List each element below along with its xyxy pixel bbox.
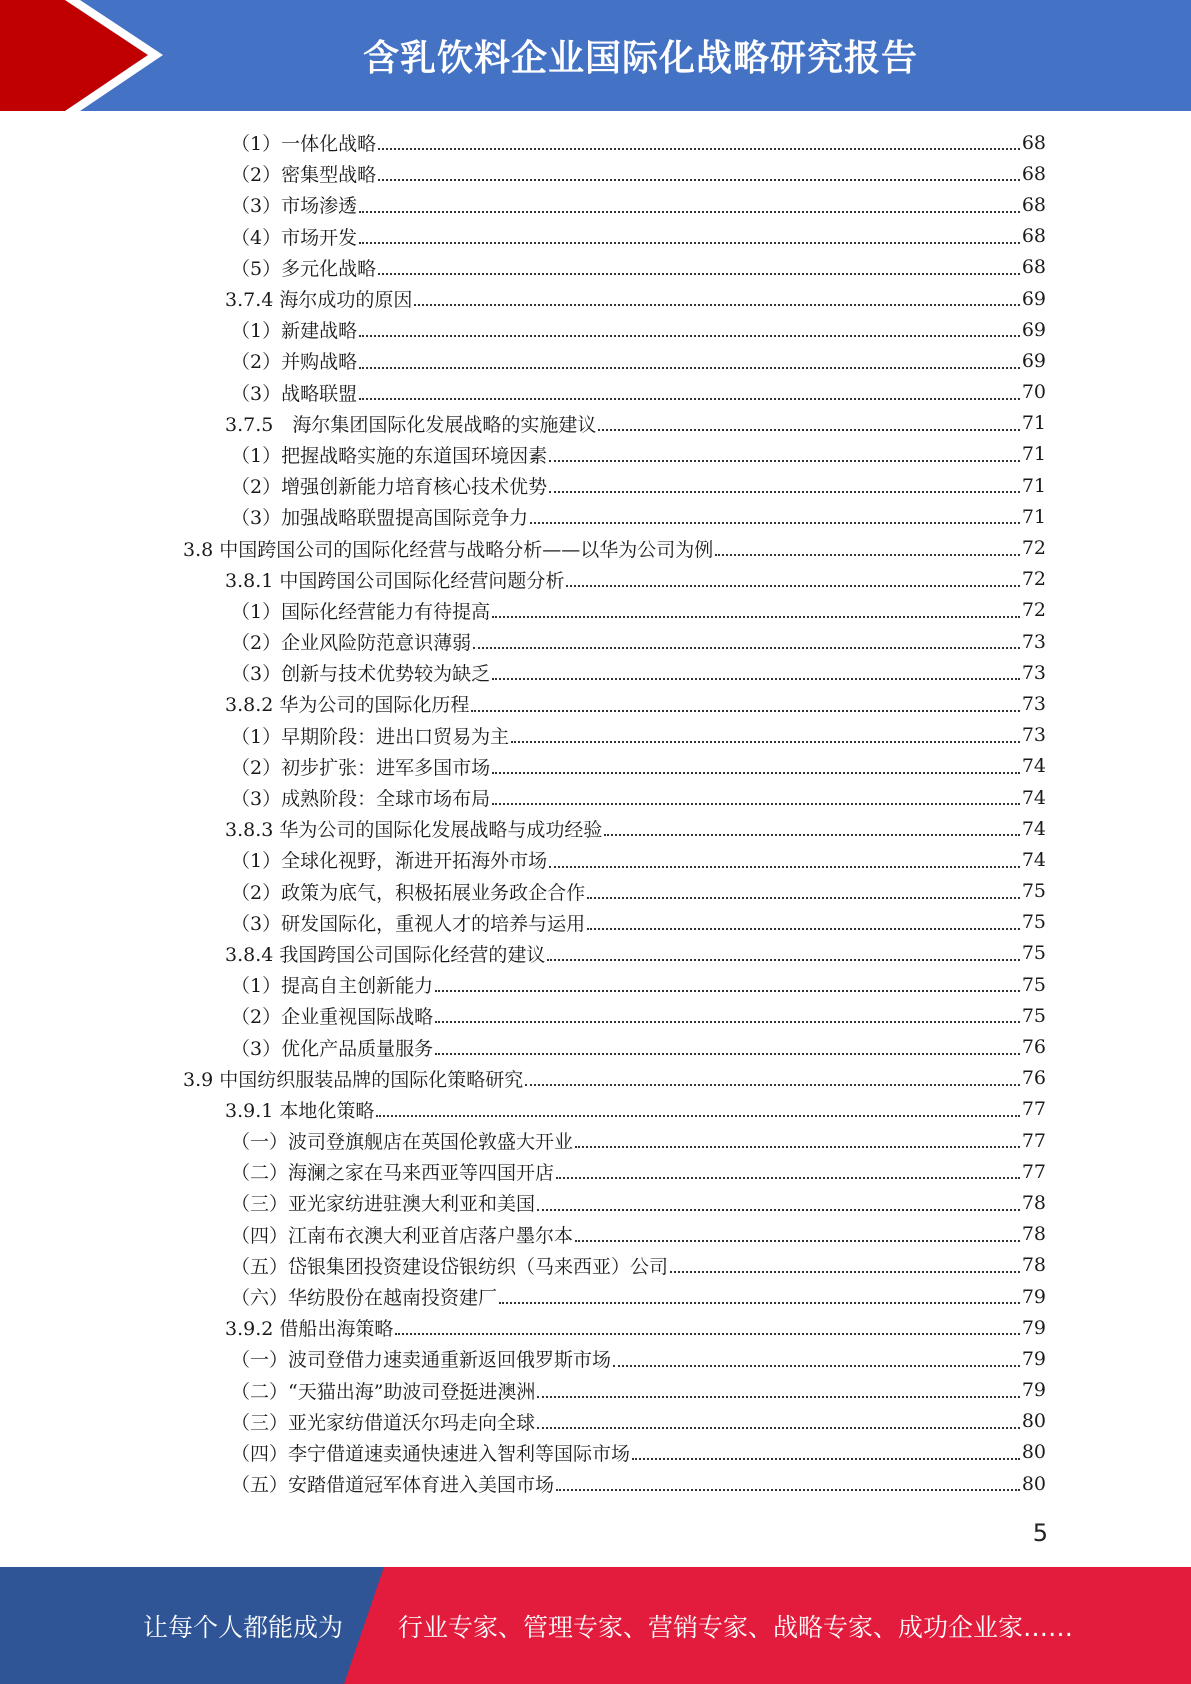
toc-dot-leader [414, 303, 1019, 306]
toc-dot-leader [473, 646, 1020, 649]
toc-dot-leader [613, 1364, 1020, 1367]
toc-dot-leader [511, 740, 1020, 743]
toc-dot-leader [537, 1395, 1019, 1398]
toc-entry-page: 80 [1021, 1441, 1046, 1464]
toc-entry-page: 72 [1021, 537, 1046, 560]
page-number: 5 [1032, 1519, 1048, 1547]
toc-entry-page: 68 [1021, 193, 1046, 216]
toc-entry-page: 79 [1021, 1347, 1046, 1370]
toc-entry-label: 3.7.4 海尔成功的原因 [225, 289, 413, 312]
toc-entry-page: 73 [1021, 630, 1046, 653]
toc-entry[interactable] [0, 439, 1191, 470]
toc-dot-leader [395, 1332, 1019, 1335]
toc-entry-page: 79 [1021, 1316, 1046, 1339]
toc-entry-page: 72 [1021, 568, 1046, 591]
toc-dot-leader [435, 1020, 1020, 1023]
toc-entry[interactable] [0, 813, 1191, 844]
toc-entry-page: 72 [1021, 599, 1046, 622]
toc-dot-leader [435, 1052, 1020, 1055]
toc-entry[interactable] [0, 1000, 1191, 1031]
toc-entry-page: 77 [1021, 1098, 1046, 1121]
page-footer [0, 1567, 1191, 1684]
toc-entry[interactable] [0, 782, 1191, 813]
toc-entry-label: （3）优化产品质量服务 [231, 1037, 434, 1060]
toc-entry-label: （2）企业重视国际战略 [231, 1006, 434, 1029]
toc-entry-label: （3）成熟阶段：全球市场布局 [231, 788, 491, 811]
toc-entry-page: 78 [1021, 1254, 1046, 1277]
toc-dot-leader [604, 833, 1019, 836]
toc-entry-label: 3.8.4 我国跨国公司国际化经营的建议 [225, 943, 546, 966]
toc-dot-leader [587, 927, 1020, 930]
toc-dot-leader [556, 1176, 1020, 1179]
toc-entry-page: 73 [1021, 724, 1046, 747]
toc-entry[interactable] [0, 501, 1191, 532]
toc-entry[interactable] [0, 1406, 1191, 1437]
toc-entry-page: 69 [1021, 287, 1046, 310]
toc-entry-label: 3.9.1 本地化策略 [225, 1099, 375, 1122]
toc-entry[interactable] [0, 1250, 1191, 1281]
toc-entry-label: （一）波司登旗舰店在英国伦敦盛大开业 [231, 1131, 574, 1154]
toc-entry-label: （1）一体化战略 [231, 133, 377, 156]
toc-dot-leader [359, 334, 1020, 337]
toc-dot-leader [359, 366, 1020, 369]
toc-entry-page: 73 [1021, 692, 1046, 715]
footer-slogan-left: 让每个人都能成为 [143, 1612, 344, 1642]
toc-entry-page: 80 [1021, 1472, 1046, 1495]
toc-entry[interactable] [0, 720, 1191, 751]
toc-dot-leader [378, 178, 1020, 181]
toc-dot-leader [499, 1301, 1020, 1304]
toc-entry-page: 70 [1021, 381, 1046, 404]
toc-dot-leader [376, 1114, 1019, 1117]
toc-entry[interactable] [0, 283, 1191, 314]
toc-entry-label: （1）把握战略实施的东道国环境因素 [231, 444, 548, 467]
toc-entry-page: 68 [1021, 131, 1046, 154]
toc-entry-label: （四）江南布衣澳大利亚首店落户墨尔本 [231, 1224, 574, 1247]
toc-entry-page: 68 [1021, 256, 1046, 279]
toc-entry-label: 3.9.2 借船出海策略 [225, 1318, 394, 1341]
toc-entry[interactable] [0, 1187, 1191, 1218]
toc-dot-leader [435, 989, 1020, 992]
toc-dot-leader [632, 1457, 1020, 1460]
toc-dot-leader [359, 397, 1020, 400]
toc-dot-leader [492, 615, 1020, 618]
toc-entry-page: 71 [1021, 443, 1046, 466]
toc-entry[interactable] [0, 595, 1191, 626]
toc-entry[interactable] [0, 657, 1191, 688]
toc-dot-leader [587, 896, 1020, 899]
toc-entry[interactable] [0, 688, 1191, 719]
toc-entry-label: 3.7.5 海尔集团国际化发展战略的实施建议 [225, 413, 597, 436]
toc-entry[interactable] [0, 377, 1191, 408]
toc-entry[interactable] [0, 252, 1191, 283]
toc-entry[interactable] [0, 408, 1191, 439]
table-of-contents [0, 127, 1191, 1499]
toc-dot-leader [359, 210, 1020, 213]
toc-entry[interactable] [0, 844, 1191, 875]
toc-entry[interactable] [0, 751, 1191, 782]
toc-dot-leader [556, 1488, 1020, 1491]
toc-entry-page: 79 [1021, 1379, 1046, 1402]
footer-slogan-right: 行业专家、管理专家、营销专家、战略专家、成功企业家…… [398, 1612, 1074, 1642]
toc-entry-label: （2）初步扩张：进军多国市场 [231, 756, 491, 779]
toc-entry[interactable] [0, 1312, 1191, 1343]
toc-entry[interactable] [0, 907, 1191, 938]
toc-entry-label: （3）研发国际化，重视人才的培养与运用 [231, 912, 586, 935]
toc-entry-page: 79 [1021, 1285, 1046, 1308]
toc-entry[interactable] [0, 127, 1191, 158]
toc-entry-label: （五）岱银集团投资建设岱银纺织（马来西亚）公司 [231, 1255, 669, 1278]
toc-entry-label: （1）国际化经营能力有待提高 [231, 600, 491, 623]
toc-dot-leader [492, 771, 1020, 774]
toc-entry[interactable] [0, 1156, 1191, 1187]
toc-entry[interactable] [0, 938, 1191, 969]
toc-entry-label: （3）战略联盟 [231, 382, 358, 405]
toc-entry-label: （3）加强战略联盟提高国际竞争力 [231, 507, 529, 530]
toc-entry-label: （2）并购战略 [231, 351, 358, 374]
toc-entry-label: （五）安踏借道冠军体育进入美国市场 [231, 1474, 555, 1497]
toc-entry[interactable] [0, 969, 1191, 1000]
toc-entry-label: （2）密集型战略 [231, 164, 377, 187]
toc-entry[interactable] [0, 470, 1191, 501]
toc-dot-leader [549, 459, 1020, 462]
toc-entry[interactable] [0, 876, 1191, 907]
toc-entry-page: 71 [1021, 412, 1046, 435]
toc-entry[interactable] [0, 1375, 1191, 1406]
toc-entry-page: 77 [1021, 1129, 1046, 1152]
toc-entry-page: 71 [1021, 505, 1046, 528]
toc-entry-label: （2）企业风险防范意识薄弱 [231, 632, 472, 655]
toc-entry-page: 76 [1021, 1067, 1046, 1090]
toc-entry-label: 3.8.3 华为公司的国际化发展战略与成功经验 [225, 819, 603, 842]
toc-entry-label: （4）市场开发 [231, 226, 358, 249]
toc-entry-label: （一）波司登借力速卖通重新返回俄罗斯市场 [231, 1349, 612, 1372]
toc-dot-leader [359, 241, 1020, 244]
toc-entry-page: 74 [1021, 817, 1046, 840]
toc-entry-label: （5）多元化战略 [231, 257, 377, 280]
toc-entry[interactable] [0, 1063, 1191, 1094]
toc-entry-label: （2）增强创新能力培育核心技术优势 [231, 476, 548, 499]
toc-entry-page: 74 [1021, 786, 1046, 809]
toc-dot-leader [547, 958, 1019, 961]
toc-entry-label: 3.9 中国纺织服装品牌的国际化策略研究 [183, 1068, 524, 1091]
toc-entry-page: 75 [1021, 1004, 1046, 1027]
toc-entry-label: 3.8.2 华为公司的国际化历程 [225, 694, 470, 717]
toc-entry-page: 78 [1021, 1191, 1046, 1214]
toc-entry-label: （三）亚光家纺借道沃尔玛走向全球 [231, 1411, 536, 1434]
toc-entry[interactable] [0, 345, 1191, 376]
toc-entry-page: 75 [1021, 911, 1046, 934]
toc-entry-page: 68 [1021, 225, 1046, 248]
toc-entry-label: （1）全球化视野，渐进开拓海外市场 [231, 850, 548, 873]
toc-entry-label: （二）“天猫出海”助波司登挺进澳洲 [231, 1380, 536, 1403]
toc-dot-leader [575, 1239, 1020, 1242]
toc-entry[interactable] [0, 1437, 1191, 1468]
toc-entry-page: 74 [1021, 755, 1046, 778]
toc-entry[interactable] [0, 1468, 1191, 1499]
toc-entry-label: 3.8 中国跨国公司的国际化经营与战略分析——以华为公司为例 [183, 538, 714, 561]
toc-entry-page: 75 [1021, 942, 1046, 965]
toc-entry-page: 75 [1021, 880, 1046, 903]
toc-dot-leader [549, 490, 1020, 493]
header-title: 含乳饮料企业国际化战略研究报告 [362, 38, 918, 79]
toc-dot-leader [575, 1145, 1020, 1148]
toc-entry-page: 69 [1021, 349, 1046, 372]
toc-entry-page: 76 [1021, 1036, 1046, 1059]
toc-entry-label: （三）亚光家纺进驻澳大利亚和美国 [231, 1193, 536, 1216]
toc-dot-leader [537, 1208, 1020, 1211]
toc-dot-leader [378, 147, 1020, 150]
toc-entry-label: （二）海澜之家在马来西亚等四国开店 [231, 1162, 555, 1185]
toc-dot-leader [537, 1426, 1020, 1429]
toc-entry-label: （3）创新与技术优势较为缺乏 [231, 663, 491, 686]
toc-entry-label: （1）新建战略 [231, 320, 358, 343]
toc-dot-leader [598, 428, 1019, 431]
toc-entry-label: （2）政策为底气，积极拓展业务政企合作 [231, 881, 586, 904]
toc-dot-leader [549, 865, 1020, 868]
toc-entry-label: 3.8.1 中国跨国公司国际化经营问题分析 [225, 569, 565, 592]
toc-entry-page: 75 [1021, 973, 1046, 996]
page-header [0, 0, 1191, 111]
toc-entry-page: 80 [1021, 1410, 1046, 1433]
toc-entry[interactable] [0, 1031, 1191, 1062]
toc-entry[interactable] [0, 1343, 1191, 1374]
toc-entry[interactable] [0, 221, 1191, 252]
toc-entry-page: 77 [1021, 1160, 1046, 1183]
toc-entry[interactable] [0, 314, 1191, 345]
toc-dot-leader [715, 553, 1020, 556]
toc-entry-page: 78 [1021, 1223, 1046, 1246]
toc-entry-label: （1）早期阶段：进出口贸易为主 [231, 725, 510, 748]
toc-entry[interactable] [0, 1281, 1191, 1312]
toc-dot-leader [492, 802, 1020, 805]
toc-entry-page: 73 [1021, 661, 1046, 684]
toc-entry[interactable] [0, 189, 1191, 220]
toc-entry[interactable] [0, 626, 1191, 657]
toc-entry[interactable] [0, 1094, 1191, 1125]
toc-dot-leader [530, 521, 1020, 524]
toc-dot-leader [378, 272, 1020, 275]
toc-entry-page: 68 [1021, 162, 1046, 185]
toc-dot-leader [471, 709, 1019, 712]
toc-entry-label: （1）提高自主创新能力 [231, 975, 434, 998]
toc-dot-leader [525, 1083, 1020, 1086]
toc-dot-leader [566, 584, 1019, 587]
toc-dot-leader [670, 1270, 1020, 1273]
toc-entry[interactable] [0, 532, 1191, 563]
toc-dot-leader [492, 677, 1020, 680]
toc-entry-page: 71 [1021, 474, 1046, 497]
toc-entry[interactable] [0, 1219, 1191, 1250]
toc-entry-page: 69 [1021, 318, 1046, 341]
toc-entry-label: （3）市场渗透 [231, 195, 358, 218]
toc-entry[interactable] [0, 158, 1191, 189]
toc-entry-label: （四）李宁借道速卖通快速进入智利等国际市场 [231, 1442, 631, 1465]
toc-entry-label: （六）华纺股份在越南投资建厂 [231, 1287, 498, 1310]
toc-entry-page: 74 [1021, 848, 1046, 871]
toc-entry[interactable] [0, 1125, 1191, 1156]
toc-entry[interactable] [0, 564, 1191, 595]
